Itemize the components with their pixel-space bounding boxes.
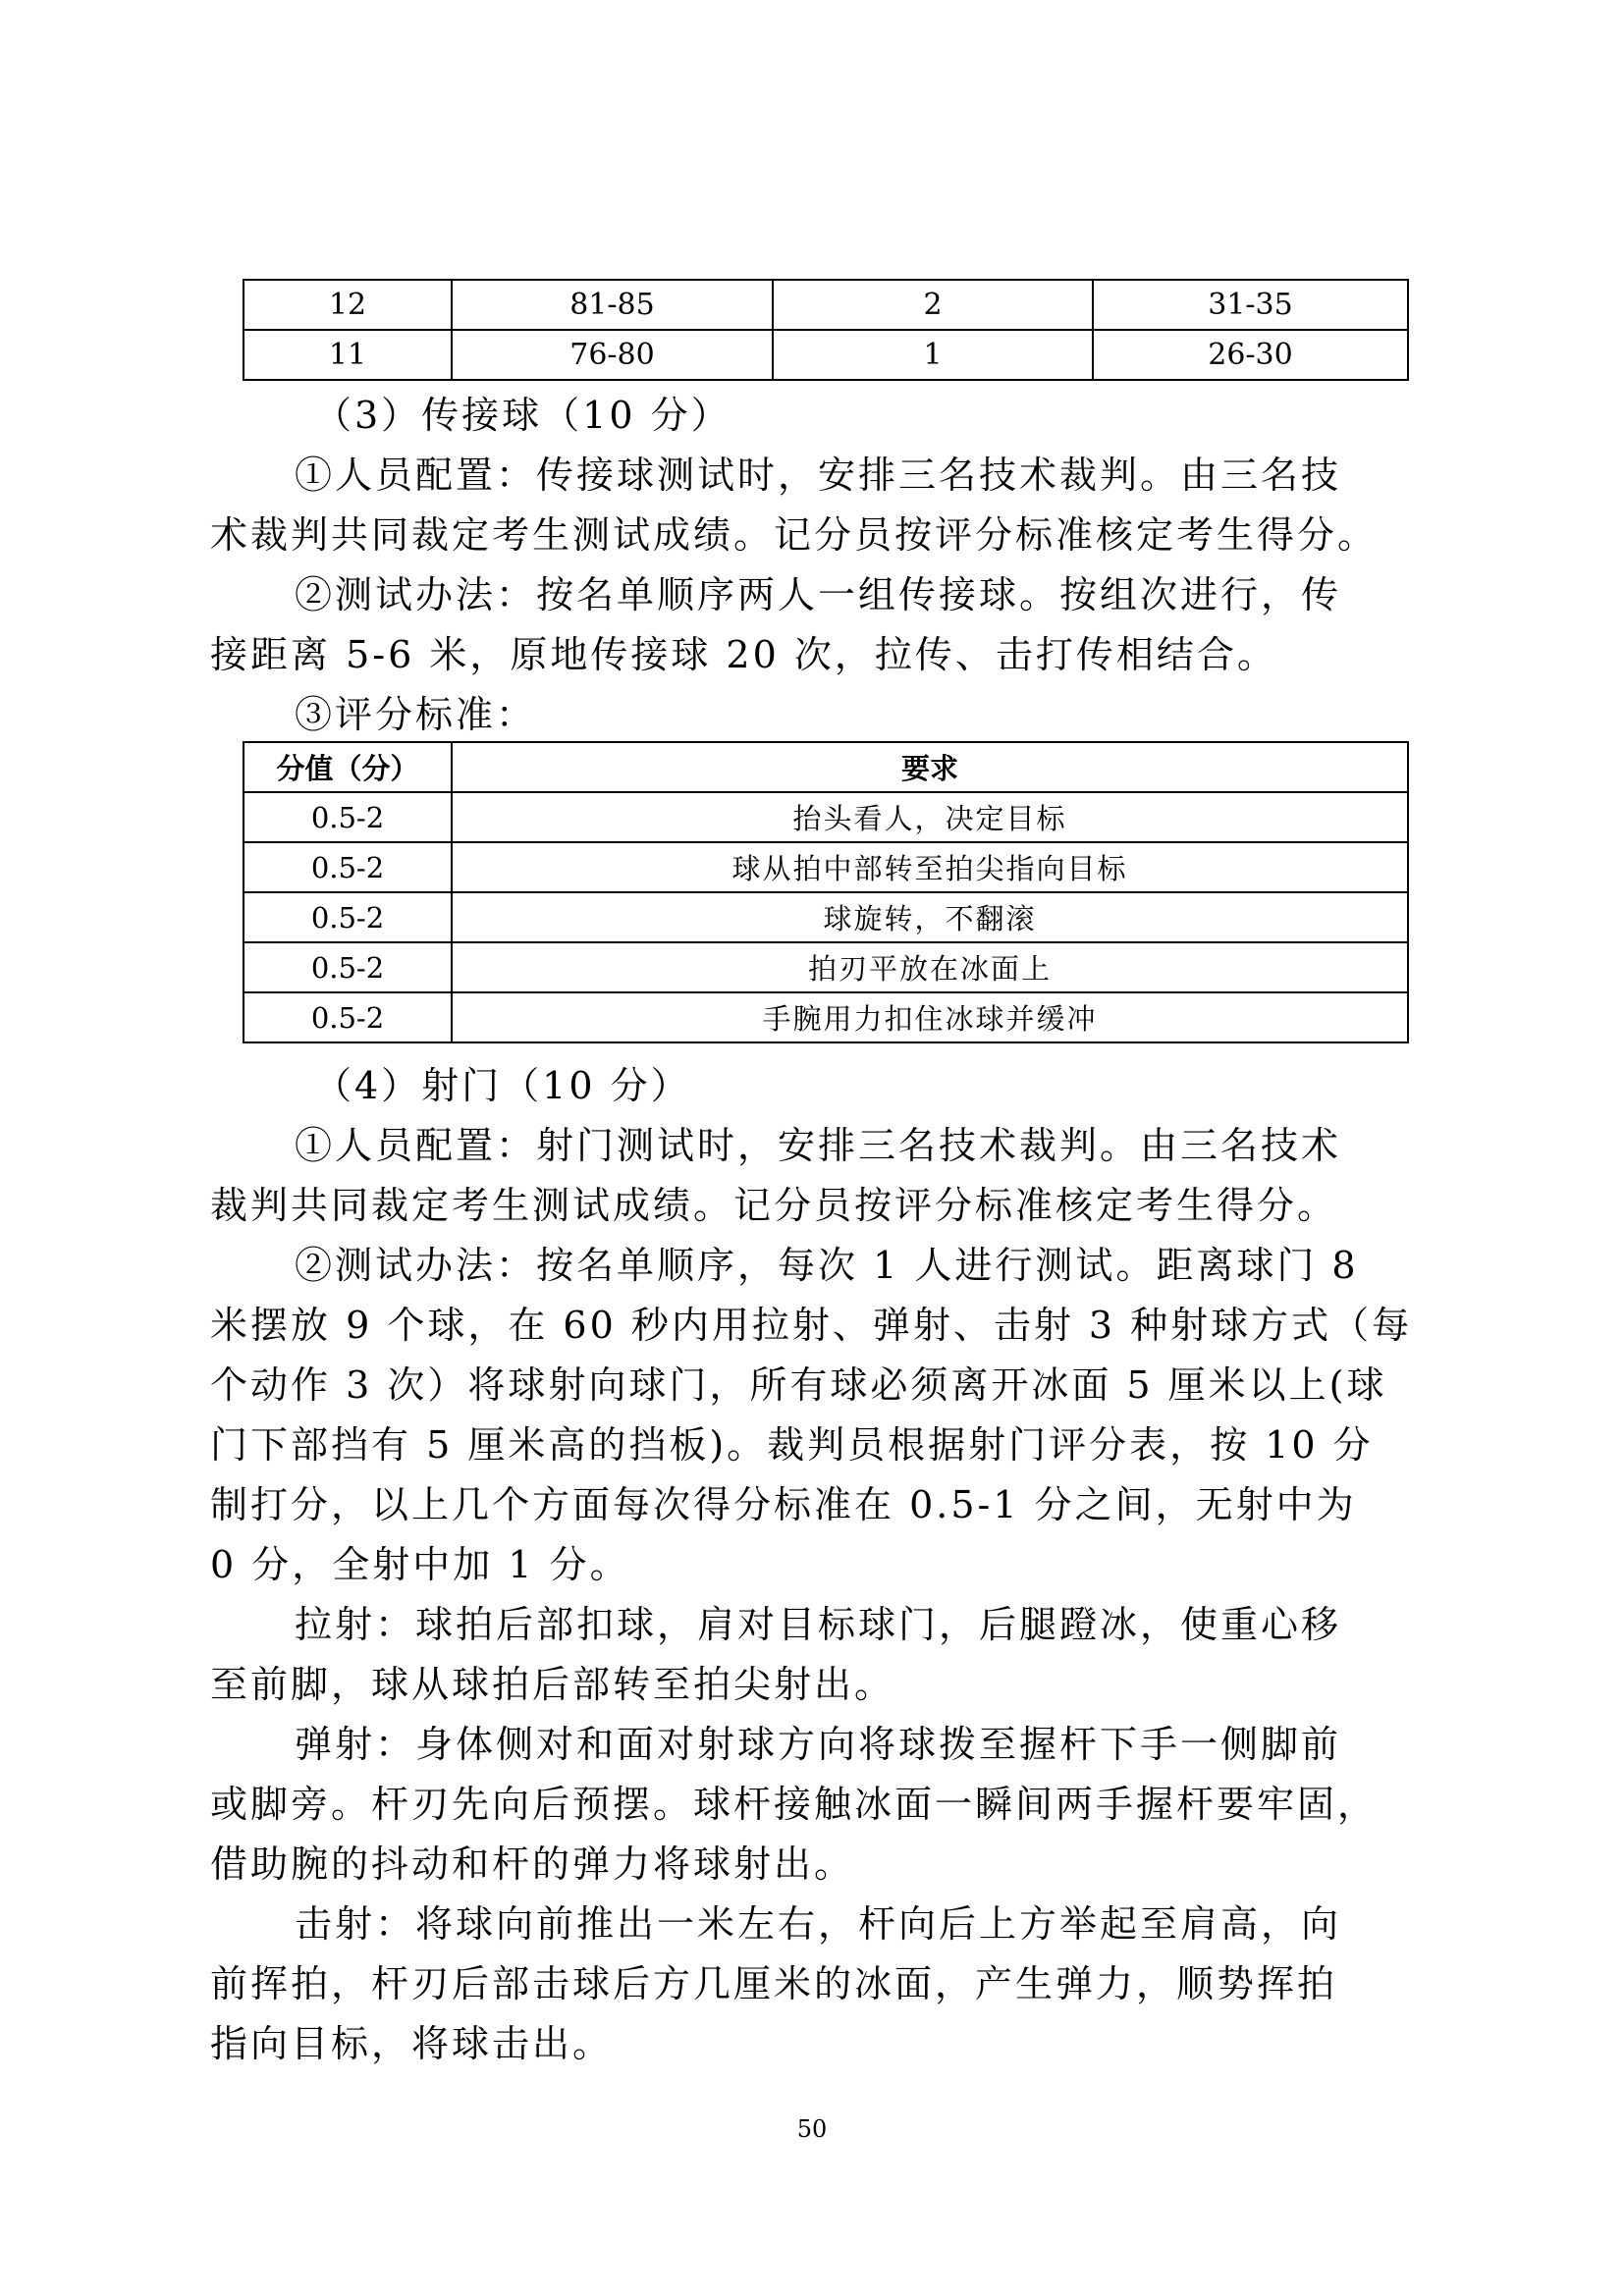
paragraph-line: ①人员配置：射门测试时，安排三名技术裁判。由三名技术: [295, 1124, 1342, 1167]
table-header-row: [244, 742, 1408, 792]
paragraph-line: 指向目标，将球击出。: [210, 2022, 614, 2065]
table-cell: 11: [244, 330, 452, 380]
score-table: [243, 279, 1409, 381]
table-row: [244, 330, 1408, 380]
table-cell: 12: [244, 280, 452, 330]
table-cell: 81-85: [452, 280, 773, 330]
table-cell: 76-80: [452, 330, 773, 380]
paragraph-line: ③评分标准：: [295, 693, 537, 736]
table-cell: 0.5-2: [244, 792, 452, 842]
paragraph-line: 米摆放 9 个球，在 60 秒内用拉射、弹射、击射 3 种射球方式（每: [210, 1304, 1413, 1347]
paragraph-line: 前挥拍，杆刃后部击球后方几厘米的冰面，产生弹力，顺势挥拍: [210, 1962, 1338, 2005]
table-row: [244, 792, 1408, 842]
paragraph-line: 至前脚，球从球拍后部转至拍尖射出。: [210, 1663, 895, 1706]
page-number: 50: [796, 2115, 828, 2143]
table-cell: 球旋转，不翻滚: [452, 892, 1408, 942]
paragraph-line: 术裁判共同裁定考生测试成绩。记分员按评分标准核定考生得分。: [210, 513, 1379, 557]
table-row: [244, 842, 1408, 892]
column-header: 要求: [452, 742, 1408, 792]
table-cell: 拍刃平放在冰面上: [452, 942, 1408, 992]
table-row: [244, 892, 1408, 942]
paragraph-line: 裁判共同裁定考生测试成绩。记分员按评分标准核定考生得分。: [210, 1184, 1338, 1227]
section-heading: （4）射门（10 分）: [314, 1064, 691, 1107]
paragraph-line: 弹射：身体侧对和面对射球方向将球拨至握杆下手一侧脚前: [295, 1723, 1342, 1766]
paragraph-line: 拉射：球拍后部扣球，肩对目标球门，后腿蹬冰，使重心移: [295, 1603, 1342, 1646]
table-row: [244, 942, 1408, 992]
table-cell: 0.5-2: [244, 842, 452, 892]
table-cell: 手腕用力扣住冰球并缓冲: [452, 992, 1408, 1042]
column-header: 分值（分）: [244, 742, 452, 792]
paragraph-line: 或脚旁。杆刃先向后预摆。球杆接触冰面一瞬间两手握杆要牢固，: [210, 1783, 1379, 1826]
table-cell: 0.5-2: [244, 942, 452, 992]
table-cell: 1: [773, 330, 1093, 380]
section-heading: （3）传接球（10 分）: [314, 394, 731, 437]
paragraph-line: ①人员配置：传接球测试时，安排三名技术裁判。由三名技: [295, 454, 1342, 497]
criteria-table: [243, 741, 1409, 1043]
paragraph-line: 门下部挡有 5 厘米高的挡板)。裁判员根据射门评分表，按 10 分: [210, 1423, 1374, 1467]
paragraph-line: 借助腕的抖动和杆的弹力将球射出。: [210, 1842, 855, 1886]
paragraph-line: 0 分，全射中加 1 分。: [210, 1543, 630, 1586]
table-cell: 0.5-2: [244, 892, 452, 942]
paragraph-line: 个动作 3 次）将球射向球门，所有球必须离开冰面 5 厘米以上(球: [210, 1363, 1387, 1407]
paragraph-line: 接距离 5-6 米，原地传接球 20 次，拉传、击打传相结合。: [210, 633, 1277, 676]
table-cell: 球从拍中部转至拍尖指向目标: [452, 842, 1408, 892]
paragraph-line: ②测试办法：按名单顺序，每次 1 人进行测试。距离球门 8: [295, 1244, 1359, 1287]
paragraph-line: 制打分，以上几个方面每次得分标准在 0.5-1 分之间，无射中为: [210, 1483, 1357, 1526]
table-cell: 26-30: [1093, 330, 1408, 380]
table-cell: 2: [773, 280, 1093, 330]
table-cell: 31-35: [1093, 280, 1408, 330]
table-row: [244, 992, 1408, 1042]
table-row: [244, 280, 1408, 330]
paragraph-line: 击射：将球向前推出一米左右，杆向后上方举起至肩高，向: [295, 1902, 1342, 1946]
table-cell: 抬头看人，决定目标: [452, 792, 1408, 842]
table-cell: 0.5-2: [244, 992, 452, 1042]
paragraph-line: ②测试办法：按名单顺序两人一组传接球。按组次进行，传: [295, 573, 1342, 616]
